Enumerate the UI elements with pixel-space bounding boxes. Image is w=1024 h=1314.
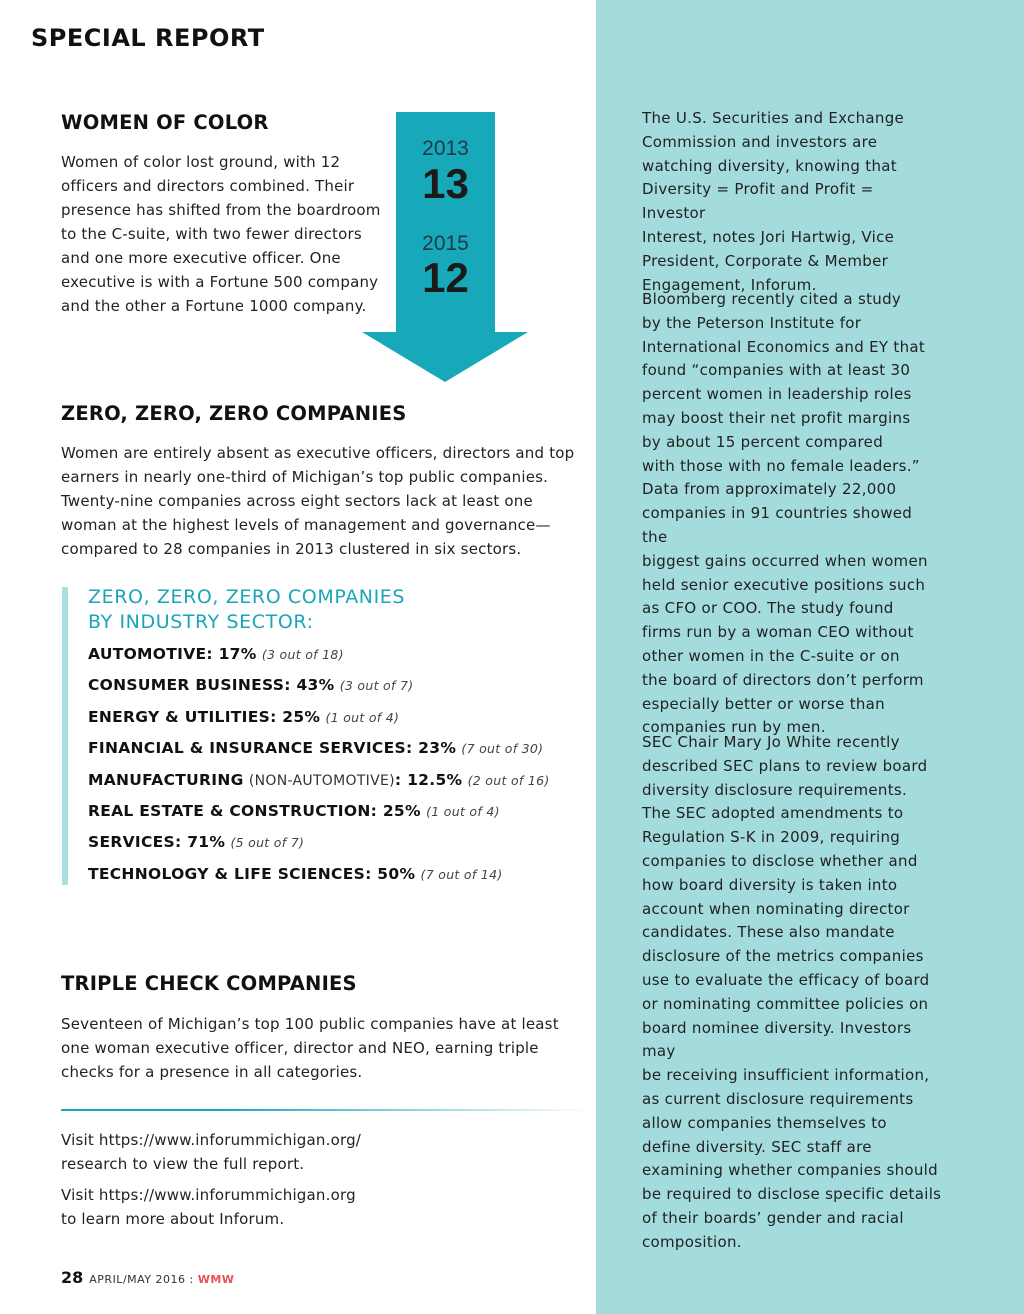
issue-date: APRIL/MAY 2016 :	[89, 1273, 198, 1286]
triple-check-heading: TRIPLE CHECK COMPANIES	[61, 972, 357, 995]
sector-item-services: SERVICES: 71% (5 out of 7)	[88, 833, 305, 852]
arrow-count-2013: 13	[422, 160, 469, 207]
section-divider	[61, 1109, 591, 1111]
triple-check-text: Seventeen of Michigan’s top 100 public companies have at least one woman executive officer, director and NEO, earning triple checks for a presence in all categories.	[61, 1015, 559, 1081]
arrow-year-2013: 2013	[422, 137, 469, 160]
sector-item-energy-utilities: ENERGY & UTILITIES: 25% (1 out of 4)	[88, 707, 400, 726]
sidebar-paragraph-3: SEC Chair Mary Jo White recently described SEC plans to review board diversity disclosure requirements. The SEC adopted amendments to Regulation S-K in 2009, requiring companies to disclose whether and how board diversity is taken into account when nominating director candidates. These also mandate disclosure of the metrics companies use to evaluate the efficacy of board or nominating committee policies on board nominee diversity. Investors may be receiving insufficient information, as current disclosure requirements allow companies themselves to define diversity. SEC staff are examining whether companies should be required to disclose specific details of their boards’ gender and racial composition.	[642, 733, 942, 1251]
section-label: SPECIAL REPORT	[31, 24, 265, 52]
full-report-link[interactable]: Visit https://www.inforummichigan.org/ research to view the full report.	[61, 1131, 362, 1173]
zero-companies-text: Women are entirely absent as executive officers, directors and top earners in nearly one-third of Michigan’s top public companies. Twenty-nine companies across eight sectors lack at least one woman at the highest levels of management and governance— compared to 28 companies in 2013 clustered in six sectors.	[61, 444, 575, 558]
women-of-color-text: Women of color lost ground, with 12 officers and directors combined. Their presence has shifted from the boardroom to the C-suite, with two fewer directors and one more executive officer. One executive is with a Fortune 500 company and the other a Fortune 1000 company.	[61, 153, 381, 315]
sector-accent-bar	[62, 587, 68, 885]
women-of-color-heading: WOMEN OF COLOR	[61, 111, 269, 134]
magazine-brand: WMW	[197, 1273, 235, 1286]
sector-item-manufacturing: MANUFACTURING (NON-AUTOMOTIVE): 12.5% (2 out of 16)	[88, 770, 550, 789]
about-inforum-link[interactable]: Visit https://www.inforummichigan.org to learn more about Inforum.	[61, 1186, 356, 1228]
sector-item-real-estate: REAL ESTATE & CONSTRUCTION: 25% (1 out of 4)	[88, 801, 500, 820]
sector-item-automotive: AUTOMOTIVE: 17% (3 out of 18)	[88, 645, 344, 663]
sector-item-financial-insurance: FINANCIAL & INSURANCE SERVICES: 23% (7 out of 30)	[88, 739, 544, 758]
arrow-count-2015: 12	[422, 254, 469, 301]
sidebar-paragraph-1: The U.S. Securities and Exchange Commission and investors are watching diversity, knowing that Diversity = Profit and Profit = Investor Interest, notes Jori Hartwig, Vice President, Corporate & Member Engagement, Inforum.	[642, 109, 905, 294]
sector-list-title: ZERO, ZERO, ZERO COMPANIES BY INDUSTRY SECTOR:	[88, 586, 406, 633]
zero-companies-heading: ZERO, ZERO, ZERO COMPANIES	[61, 402, 407, 425]
sidebar-paragraph-2: Bloomberg recently cited a study by the Peterson Institute for International Economics and EY that found “companies with at least 30 percent women in leadership roles may boost their net profit margins by about 15 percent compared with those with no female leaders.” Data from approximately 22,000 companies in 91 countries showed the biggest gains occurred when women held senior executive positions such as CFO or COO. The study found firms run by a woman CEO without other women in the C-suite or on the board of directors don’t perform especially better or worse than companies run by men.	[642, 290, 928, 737]
arrow-year-2015: 2015	[422, 232, 469, 255]
page-footer	[61, 1268, 234, 1287]
sector-item-technology: TECHNOLOGY & LIFE SCIENCES: 50% (7 out of 14)	[88, 864, 503, 883]
sector-list	[88, 645, 550, 896]
page-number: 28	[61, 1268, 84, 1287]
sector-item-consumer-business: CONSUMER BUSINESS: 43% (3 out of 7)	[88, 676, 414, 695]
